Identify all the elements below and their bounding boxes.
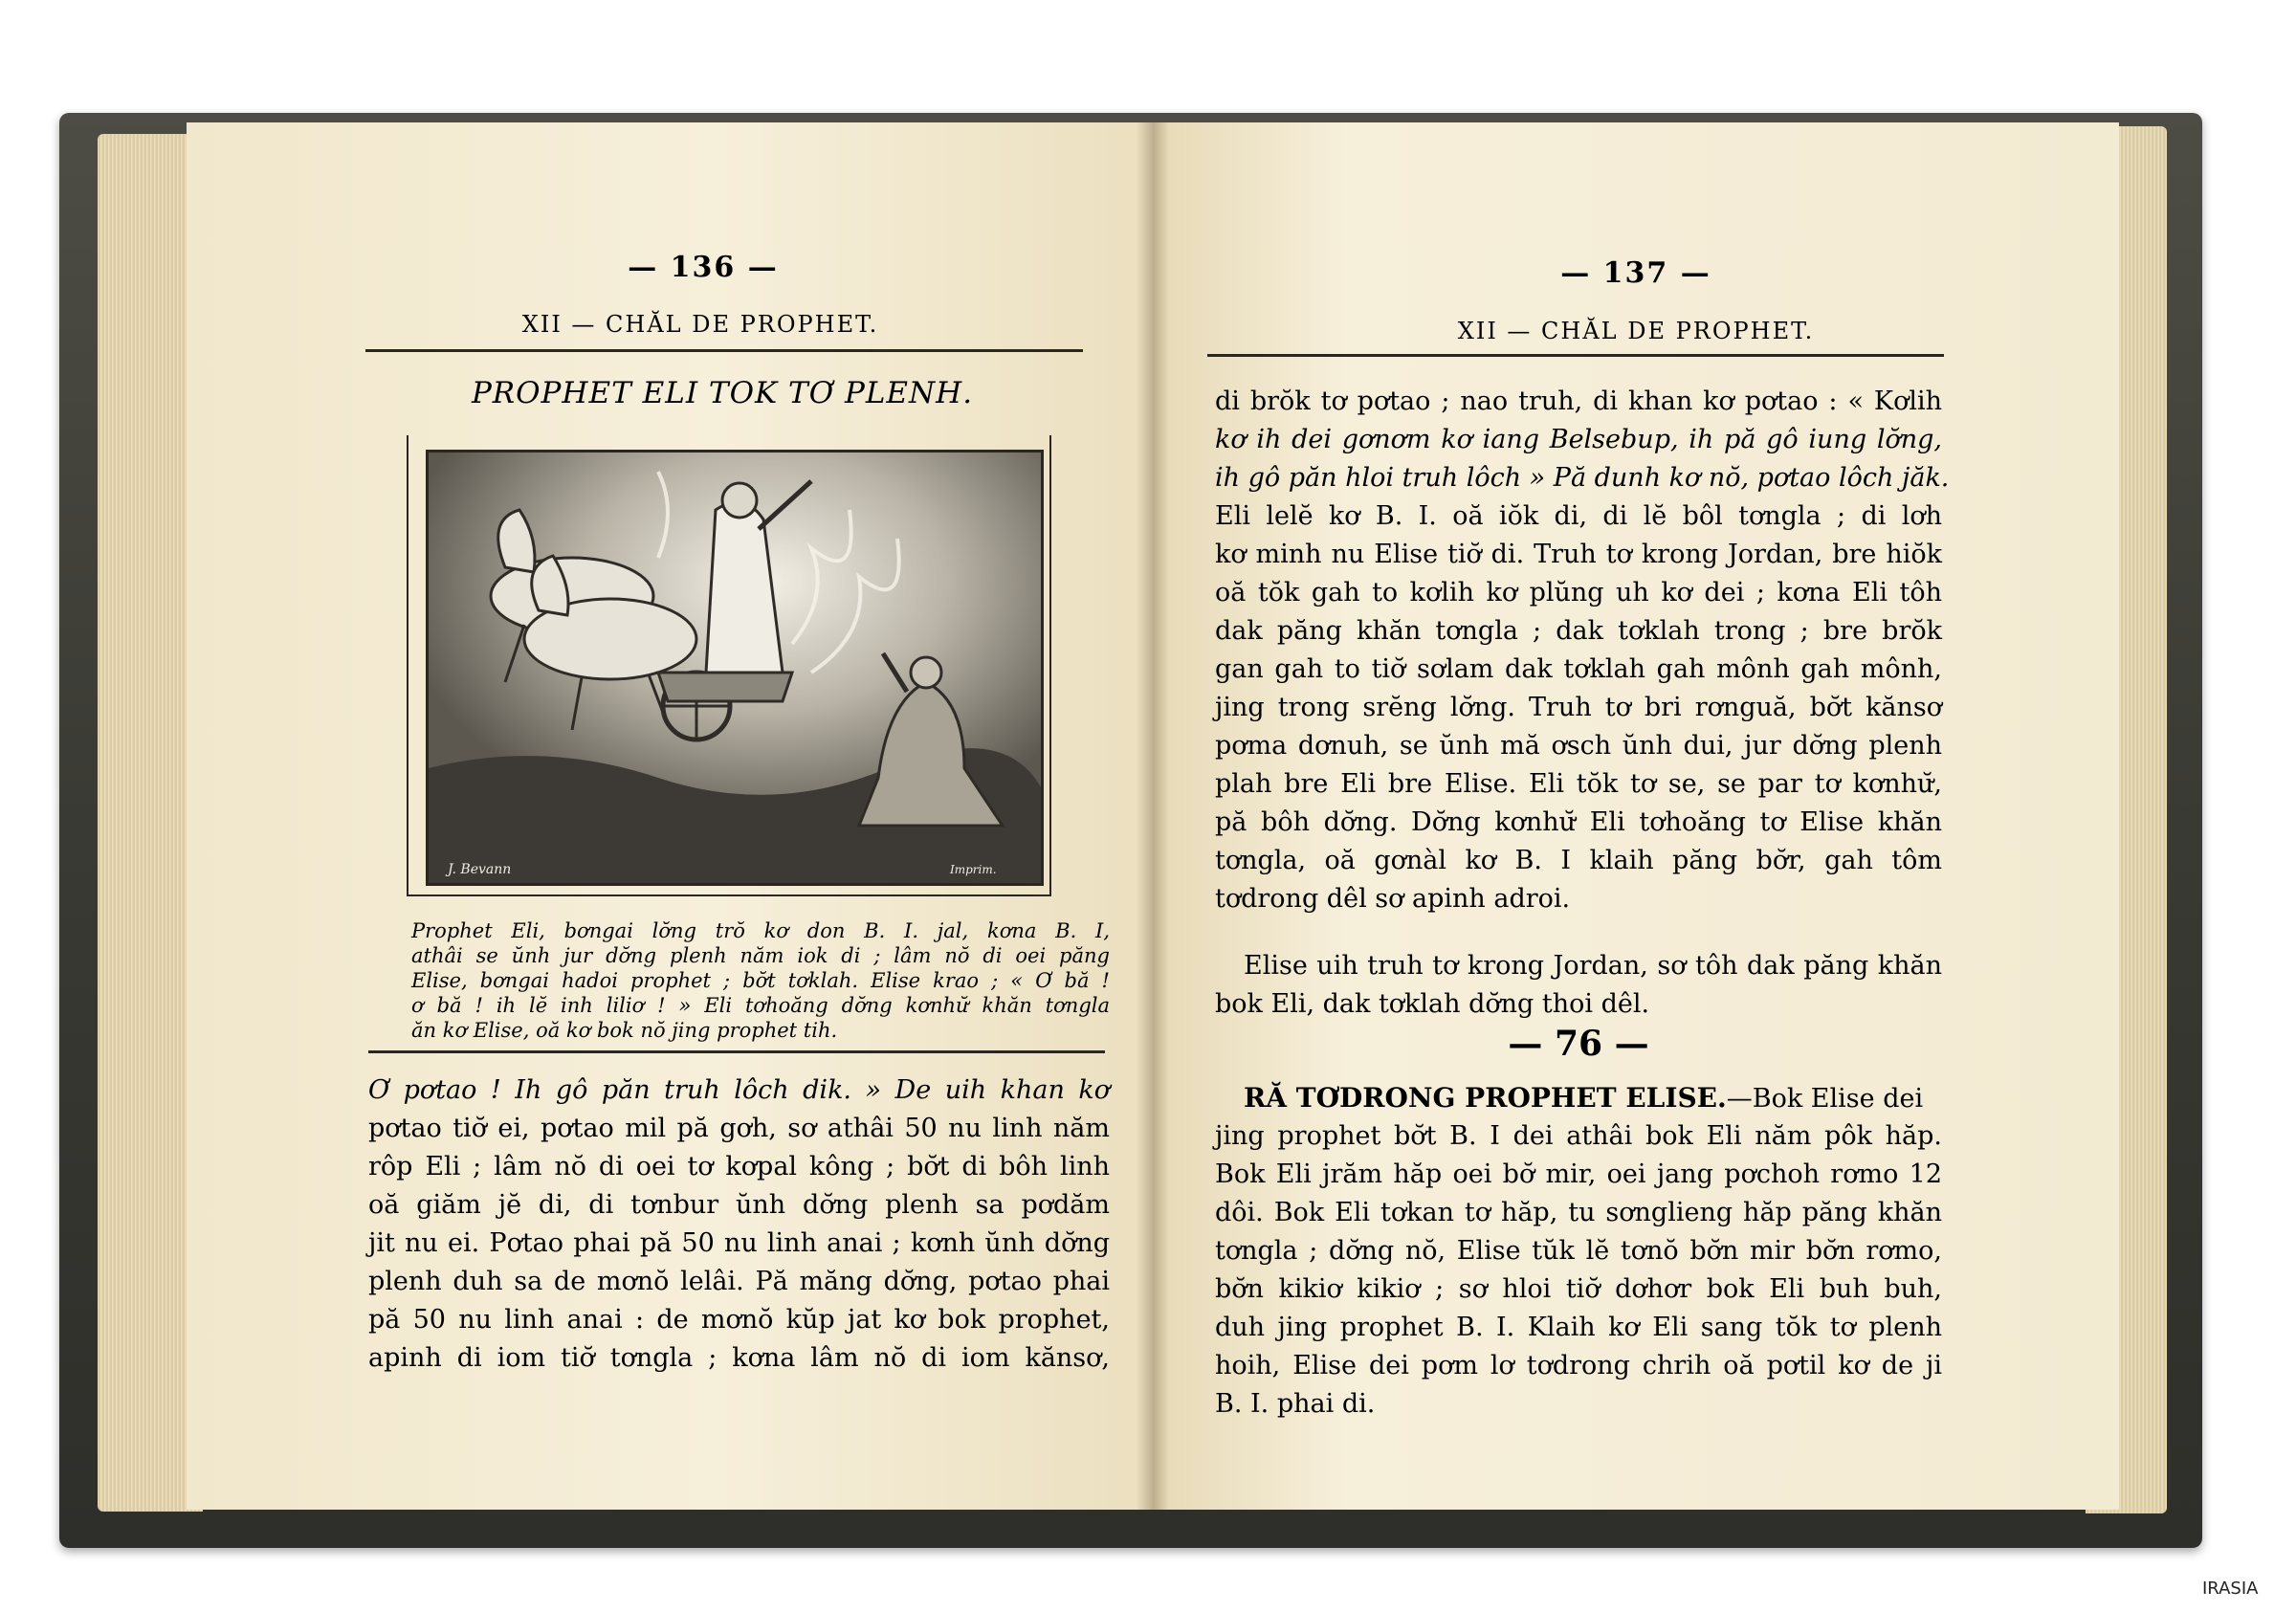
body-line: plah bre Eli bre Elise. Eli tŏk tơ se, se par tơ kơnhư̆, — [1215, 769, 1942, 799]
watermark: IRASIA — [2202, 1579, 2259, 1599]
caption-line: Prophet Eli, bơngai lơ̆ng trŏ kơ don B. I. jal, kơna B. I, — [411, 919, 1110, 942]
body-line: kơ ih dei gơnơm kơ iang Belsebup, ih pă gô iung lơ̆ng, — [1215, 425, 1942, 454]
body-line: pă bôh dơ̆ng. Dơ̆ng kơnhư̆ Eli tơhoăng tơ Elise khăn — [1215, 807, 1942, 837]
body-line: plenh duh sa de mơnŏ lelâi. Pă măng dơ̆ng, pơtao phai — [368, 1267, 1110, 1296]
body-line: hoih, Elise dei pơm lơ tơdrong chrih oă pơtil kơ de ji — [1215, 1351, 1942, 1380]
caption-line: Elise, bơngai hadoi prophet ; bơ̆t tơklah. Elise krao ; « Ơ bă ! — [411, 969, 1110, 992]
section-title-right: RĂ TƠDRONG PROPHET ELISE. — [1244, 1082, 1727, 1114]
body-line: ih gô păn hloi truh lôch » Pă dunh kơ nŏ, pơtao lôch jăk. — [1215, 463, 1950, 493]
illustration-signature-right: Imprim. — [950, 863, 997, 876]
body-line: pă 50 nu linh anai : de mơnŏ kŭp jat kơ bok prophet, — [368, 1305, 1110, 1335]
body-line: oă tŏk gah to kơlih kơ plŭng uh kơ dei ; kơna Eli tôh — [1215, 578, 1942, 607]
body-line: duh jing prophet B. I. Klaih kơ Eli sang tŏk tơ plenh — [1215, 1313, 1942, 1342]
header-rule-right — [1207, 354, 1944, 357]
page-number-left: — 136 — — [628, 251, 779, 284]
body-line: tơngla, oă gơnàl kơ B. I klaih păng bơ̆r, gah tôm — [1215, 846, 1942, 875]
illustration-chariot-of-fire — [426, 450, 1044, 886]
caption-line: ăn kơ Elise, oă kơ bok nŏ jing prophet tih. — [411, 1019, 838, 1042]
body-line: oă giăm jĕ di, di tơnbur ŭnh dơ̆ng plenh sa pơdăm — [368, 1190, 1110, 1220]
body-line: B. I. phai di. — [1215, 1389, 1376, 1419]
body-line: dôi. Bok Eli tơkan tơ hăp, tu sơnglieng hăp păng khăn — [1215, 1198, 1942, 1227]
body-line: di brŏk tơ pơtao ; nao truh, di khan kơ pơtao : « Kơlih — [1215, 386, 1942, 416]
section-heading-line — [1215, 1079, 1942, 1118]
body-line: apinh di iom tiơ̆ tơngla ; kơna lâm nŏ di iom kănsơ, — [368, 1343, 1110, 1373]
body-line: Bok Eli jrăm hăp oei bơ̆ mir, oei jang pơchoh rơmo 12 — [1215, 1159, 1942, 1189]
right-body-text-1 — [1215, 383, 1950, 918]
body-line: pơtao tiơ̆ ei, pơtao mil pă gơh, sơ athâi 50 nu linh năm — [368, 1114, 1110, 1143]
left-body-text — [368, 1071, 1110, 1378]
caption-line: athâi se ŭnh jur dơ̆ng plenh năm iok di ; lâm nŏ di oei păng — [411, 944, 1110, 967]
body-line: gan gah to tiơ̆ sơlam dak tơklah gah mônh gah mônh, — [1215, 654, 1942, 684]
body-line: rôp Eli ; lâm nŏ di oei tơ kơpal kông ; bơ̆t di bôh linh — [368, 1152, 1110, 1181]
body-line: jit nu ei. Pơtao phai pă 50 nu linh anai ; kơnh ŭnh dơ̆ng — [368, 1228, 1110, 1258]
body-line: jing trong srĕng lơ̆ng. Truh tơ bri rơnguă, bơ̆t kănsơ — [1215, 693, 1942, 722]
body-line: Elise uih truh tơ krong Jordan, sơ tôh dak păng khăn — [1244, 951, 1942, 981]
illustration-signature-left: J. Bevann — [448, 862, 512, 877]
caption-line: ơ bă ! ih lĕ inh liliơ ! » Eli tơhoăng dơ̆ng kơnhư̆ khăn tơngla — [411, 994, 1110, 1017]
book-gutter — [1137, 122, 1169, 1510]
illustration-caption — [411, 918, 1110, 1043]
chapter-header-left: XII — CHĂL DE PROPHET. — [521, 311, 879, 338]
right-body-text-2 — [1215, 947, 1942, 1024]
body-line: pơma dơnuh, se ŭnh mă ơsch ŭnh dui, jur dơ̆ng plenh — [1215, 731, 1942, 761]
body-line: tơdrong dêl sơ apinh adroi. — [1215, 884, 1571, 914]
section-number: — 76 — — [1508, 1024, 1649, 1064]
header-rule-left — [365, 349, 1083, 352]
page-number-right: — 137 — — [1560, 256, 1711, 290]
body-line: bok Eli, dak tơklah dơ̆ng thoi dêl. — [1215, 989, 1650, 1019]
section-title-left: PROPHET ELI TOK TƠ PLENH. — [471, 376, 974, 410]
illustration-drawing — [429, 453, 1041, 883]
body-line: Eli lelĕ kơ B. I. oă iŏk di, di lĕ bôl tơngla ; di lơh — [1215, 501, 1942, 531]
body-line: Ơ pơtao ! Ih gô păn truh lôch dik. » De uih khan kơ — [368, 1075, 1110, 1105]
chapter-header-right: XII — CHĂL DE PROPHET. — [1457, 318, 1815, 344]
right-body-text-3 — [1215, 1117, 1942, 1424]
section-heading-rest: —Bok Elise dei — [1726, 1084, 1924, 1114]
caption-rule — [368, 1050, 1105, 1053]
body-line: tơngla ; dơ̆ng nŏ, Elise tŭk lĕ tơnŏ bơ̆n mir bơ̆n rơmo, — [1215, 1236, 1942, 1266]
body-line: bơ̆n kikiơ kikiơ ; sơ hloi tiơ̆ dơhơr bok Eli buh buh, — [1215, 1274, 1942, 1304]
body-line: kơ minh nu Elise tiơ̆ di. Truh tơ krong Jordan, bre hiŏk — [1215, 540, 1942, 569]
body-line: jing prophet bơ̆t B. I dei athâi bok Eli năm pôk hăp. — [1215, 1121, 1942, 1151]
body-line: dak păng khăn tơngla ; dak tơklah trong ; bre brŏk — [1215, 616, 1942, 646]
